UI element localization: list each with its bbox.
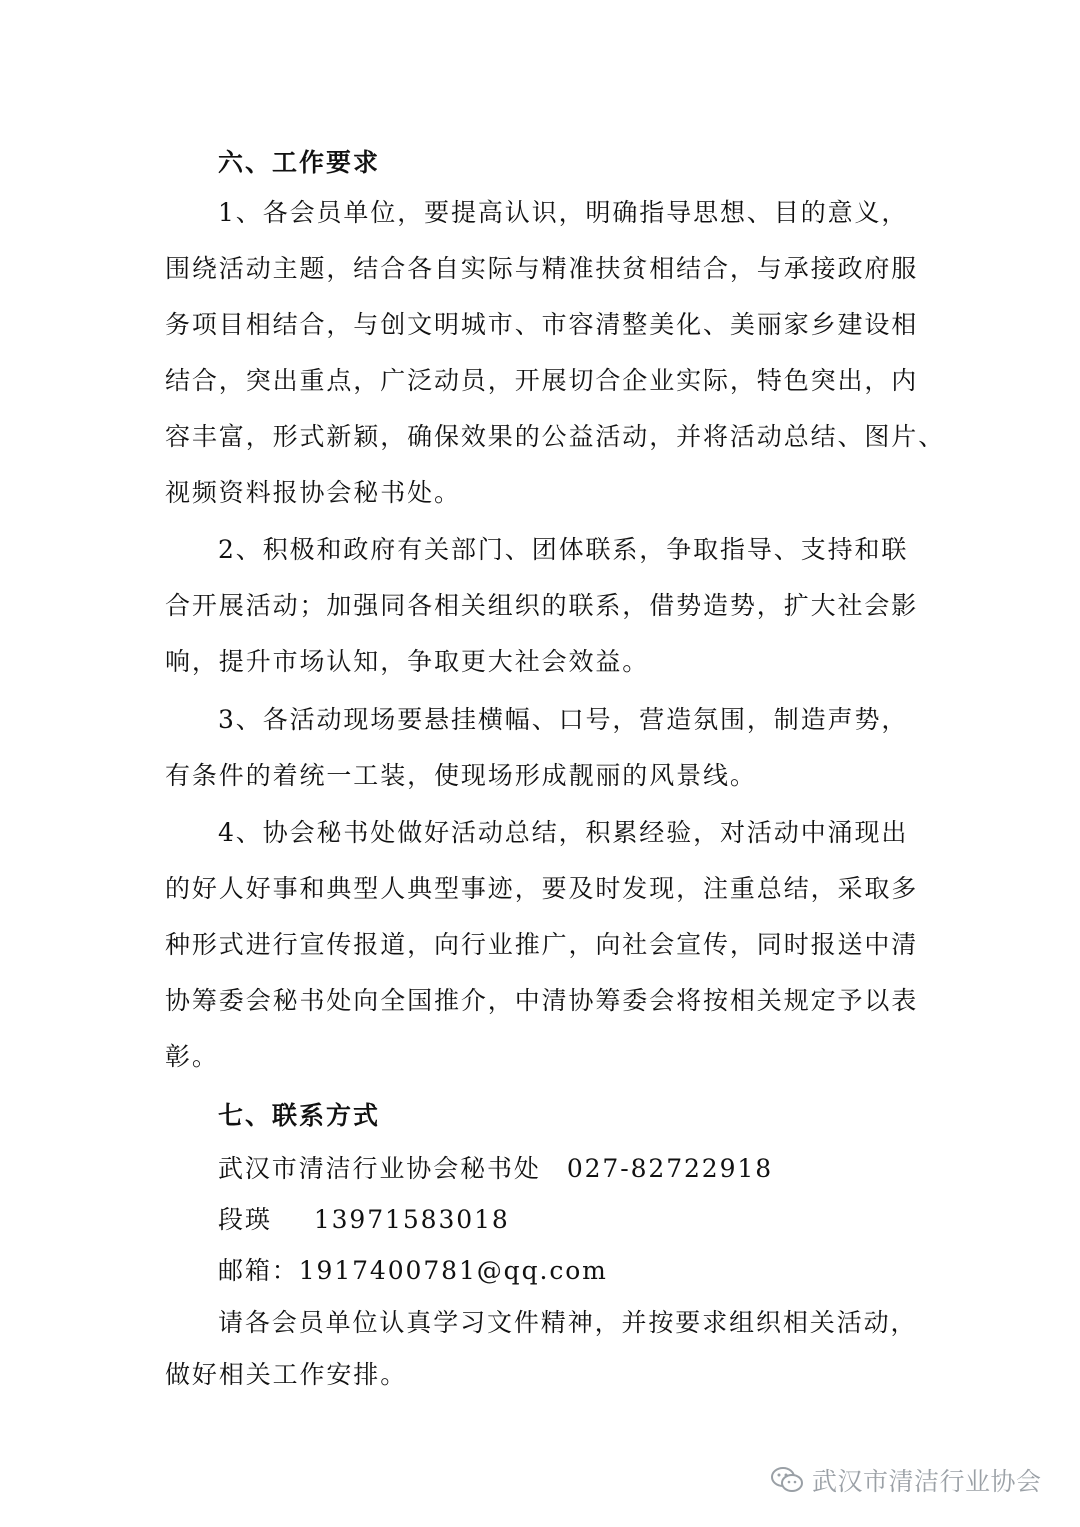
email-label: 邮箱： [218, 1256, 299, 1285]
closing-line-1: 请各会员单位认真学习文件精神，并按要求组织相关活动， [218, 1308, 918, 1337]
org-name: 武汉市清洁行业协会秘书处 [218, 1154, 541, 1183]
section-6-heading: 六、工作要求 [218, 148, 381, 177]
req-3-line-1: 3、各活动现场要悬挂横幅、口号，营造氛围，制造声势， [218, 705, 909, 734]
req-2-line-2: 合开展活动；加强同各相关组织的联系，借势造势，扩大社会影 [165, 591, 919, 620]
req-4-line-5: 彰。 [165, 1042, 219, 1071]
req-2-line-1: 2、积极和政府有关部门、团体联系，争取指导、支持和联 [218, 535, 909, 564]
req-1-line-5: 容丰富，形式新颖，确保效果的公益活动，并将活动总结、图片、 [165, 422, 946, 451]
req-1-line-3: 务项目相结合，与创文明城市、市容清整美化、美丽家乡建设相 [165, 310, 919, 339]
watermark-text: 武汉市清洁行业协会 [812, 1467, 1042, 1496]
req-4-line-3: 种形式进行宣传报道，向行业推广，向社会宣传，同时报送中清 [165, 930, 919, 959]
wechat-icon [770, 1465, 804, 1495]
req-1-line-2: 围绕活动主题，结合各自实际与精准扶贫相结合，与承接政府服 [165, 254, 919, 283]
req-1-line-6: 视频资料报协会秘书处。 [165, 478, 461, 507]
req-1-line-1: 1、各会员单位，要提高认识，明确指导思想、目的意义， [218, 198, 909, 227]
req-4-line-2: 的好人好事和典型人典型事迹，要及时发现，注重总结，采取多 [165, 874, 919, 903]
contact-phone: 13971583018 [313, 1205, 510, 1234]
email-value: 1917400781@qq.com [298, 1256, 608, 1285]
org-phone: 027-82722918 [566, 1154, 774, 1183]
req-1-line-4: 结合，突出重点，广泛动员，开展切合企业实际，特色突出，内 [165, 366, 919, 395]
person-contact-line [218, 1205, 970, 1235]
closing-line-2: 做好相关工作安排。 [165, 1360, 408, 1389]
req-4-line-4: 协筹委会秘书处向全国推介，中清协筹委会将按相关规定予以表 [165, 986, 919, 1015]
email-line [218, 1256, 970, 1286]
req-3-line-2: 有条件的着统一工装，使现场形成靓丽的风景线。 [165, 761, 757, 790]
section-7-heading: 七、联系方式 [218, 1101, 381, 1130]
org-contact-line [218, 1154, 970, 1184]
req-2-line-3: 响，提升市场认知，争取更大社会效益。 [165, 647, 650, 676]
contact-name: 段瑛 [218, 1205, 272, 1234]
wechat-watermark [770, 1458, 1042, 1502]
req-4-line-1: 4、协会秘书处做好活动总结，积累经验，对活动中涌现出 [218, 818, 909, 847]
